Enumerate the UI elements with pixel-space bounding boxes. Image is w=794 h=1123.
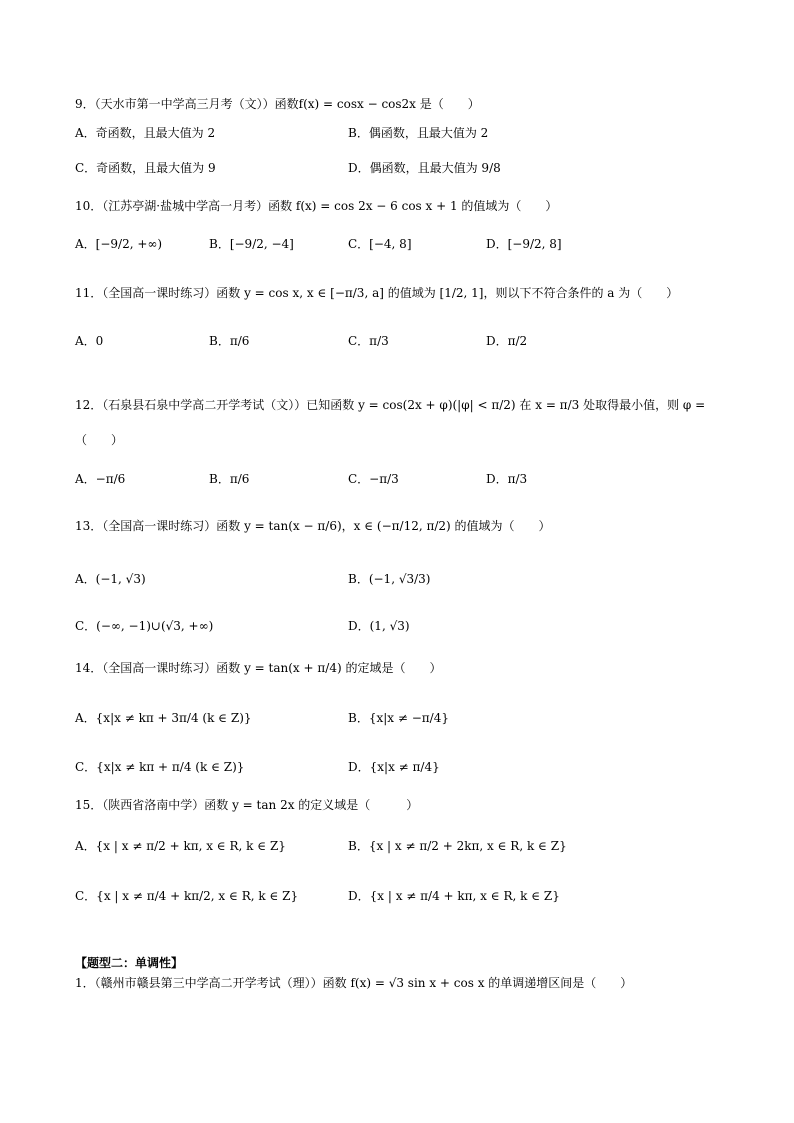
s2-q1-stem: 1．（赣州市赣县第三中学高二开学考试（理））函数 f(x) = √3 sin x + cos x 的单调递增区间是（ ）: [75, 976, 633, 990]
q11-option-b: B．π/6: [209, 334, 250, 348]
q10-option-c: C．[−4, 8]: [348, 237, 412, 251]
q15-option-c: C．{x | x ≠ π/4 + kπ/2, x ∈ R, k ∈ Z}: [75, 889, 299, 903]
q12-stem: 12．（石泉县石泉中学高二开学考试（文））已知函数 y = cos(2x + φ)(|φ| < π/2) 在 x = π/3 处取得最小值，则 φ =: [75, 398, 706, 412]
q9-option-a: A．奇函数，且最大值为 2: [75, 126, 216, 140]
q14-option-a: A．{x|x ≠ kπ + 3π/4 (k ∈ Z)}: [75, 711, 252, 725]
q15-stem: 15．（陕西省洛南中学）函数 y = tan 2x 的定义域是（ ）: [75, 798, 419, 812]
q9-option-c: C．奇函数，且最大值为 9: [75, 161, 216, 175]
q9-stem: 9．（天水市第一中学高三月考（文））函数f(x) = cosx − cos2x 是（ ）: [75, 97, 480, 111]
q14-option-c: C．{x|x ≠ kπ + π/4 (k ∈ Z)}: [75, 760, 245, 774]
q10-option-a: A．[−9/2, +∞): [75, 237, 163, 251]
q13-option-a: A．(−1, √3): [75, 572, 146, 586]
q10-option-d: D．[−9/2, 8]: [486, 237, 562, 251]
q12-option-d: D．π/3: [486, 472, 528, 486]
q13-option-d: D．(1, √3): [348, 619, 410, 633]
section-heading: 【题型二：单调性】: [75, 956, 184, 970]
q12-option-a: A．−π/6: [75, 472, 126, 486]
q15-option-d: D．{x | x ≠ π/4 + kπ, x ∈ R, k ∈ Z}: [348, 889, 560, 903]
q13-option-b: B．(−1, √3/3): [348, 572, 431, 586]
q15-option-b: B．{x | x ≠ π/2 + 2kπ, x ∈ R, k ∈ Z}: [348, 839, 567, 853]
q9-option-b: B．偶函数，且最大值为 2: [348, 126, 489, 140]
q14-stem: 14．（全国高一课时练习）函数 y = tan(x + π/4) 的定域是（ ）: [75, 661, 442, 675]
q13-option-c: C．(−∞, −1)∪(√3, +∞): [75, 619, 214, 633]
q11-option-c: C．π/3: [348, 334, 389, 348]
q11-stem: 11．（全国高一课时练习）函数 y = cos x, x ∈ [−π/3, a] 的值域为 [1/2, 1]，则以下不符合条件的 a 为（ ）: [75, 286, 679, 300]
q10-stem: 10．（江苏亭湖·盐城中学高一月考）函数 f(x) = cos 2x − 6 cos x + 1 的值域为（ ）: [75, 199, 558, 213]
q11-option-a: A．0: [75, 334, 104, 348]
q9-option-d: D．偶函数，且最大值为 9/8: [348, 161, 501, 175]
q12-option-b: B．π/6: [209, 472, 250, 486]
q14-option-b: B．{x|x ≠ −π/4}: [348, 711, 449, 725]
q12-stem-continued: （ ）: [75, 433, 124, 447]
q12-option-c: C．−π/3: [348, 472, 399, 486]
q15-option-a: A．{x | x ≠ π/2 + kπ, x ∈ R, k ∈ Z}: [75, 839, 286, 853]
q13-stem: 13．（全国高一课时练习）函数 y = tan(x − π/6)，x ∈ (−π/12, π/2) 的值域为（ ）: [75, 519, 551, 533]
q11-option-d: D．π/2: [486, 334, 528, 348]
q10-option-b: B．[−9/2, −4]: [209, 237, 294, 251]
q14-option-d: D．{x|x ≠ π/4}: [348, 760, 440, 774]
